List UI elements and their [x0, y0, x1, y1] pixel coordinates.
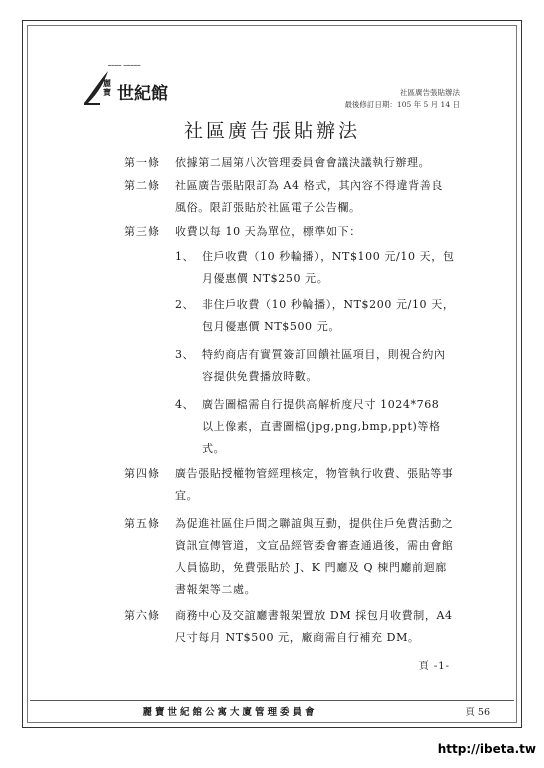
item-number: 3、 — [175, 348, 195, 361]
article-6 — [124, 605, 454, 649]
fee-item-3 — [175, 344, 455, 388]
article-1 — [124, 152, 454, 174]
logo-subtitle: ━━━━ ━━━━━ — [108, 63, 141, 69]
item-text: 特約商店有實質簽訂回饋社區項目，則視合約內容提供免費播放時數。 — [202, 348, 446, 383]
article-label: 第二條 — [124, 179, 160, 192]
article-text: 依據第二屆第八次管理委員會會議決議執行辦理。 — [175, 156, 431, 169]
article-label: 第一條 — [124, 156, 160, 169]
item-number: 1、 — [175, 250, 195, 263]
article-text: 收費以每 10 天為單位，標準如下： — [175, 225, 361, 238]
logo-name: 世紀館 — [117, 84, 168, 104]
logo-small-text: 麗寶 — [103, 79, 111, 97]
page-number: 頁 -1- — [418, 661, 450, 672]
footer-org-name: 麗寶世紀館公寓大廈管理委員會 — [142, 707, 318, 718]
article-text: 為促進社區住戶間之聯誼與互動，提供住戶免費活動之資訊宣傳管道，文宣品經管委會審查通過後，需由會館人員協助，免費張貼於 J、K 門廳及 Q 棟門廳前迴廊書報架等二處。 — [175, 517, 454, 596]
document-title: 社區廣告張貼辦法 — [183, 120, 360, 142]
header-revised-date: 最後修訂日期：105 年 5 月 14 日 — [344, 100, 460, 109]
fee-item-4 — [175, 394, 455, 460]
article-4 — [124, 463, 454, 507]
header-doc-name: 社區廣告張貼辦法 — [400, 88, 460, 97]
fee-item-2 — [175, 294, 455, 338]
article-text: 廣告張貼授權物管經理核定，物管執行收費、張貼等事宜。 — [175, 467, 454, 502]
item-text: 住戶收費（10 秒輪播），NT$100 元/10 天，包月優惠價 NT$250 元。 — [202, 250, 455, 285]
logo — [78, 55, 198, 111]
article-2 — [124, 175, 454, 219]
fee-item-1 — [175, 246, 455, 290]
item-number: 2、 — [175, 298, 195, 311]
item-text: 廣告圖檔需自行提供高解析度尺寸 1024*768 以上像素，直書圖檔(jpg,png,bmp,ppt)等格式。 — [202, 398, 441, 455]
footer-bar — [30, 700, 514, 720]
article-label: 第六條 — [124, 609, 160, 622]
item-text: 非住戶收費（10 秒輪播），NT$200 元/10 天，包月優惠價 NT$500 元。 — [202, 298, 455, 333]
item-number: 4、 — [175, 398, 195, 411]
article-label: 第五條 — [124, 517, 160, 530]
watermark-url: http://ibeta.tw — [437, 742, 536, 756]
article-3 — [124, 221, 454, 243]
header-info — [344, 87, 460, 111]
article-label: 第四條 — [124, 467, 160, 480]
article-5 — [124, 513, 454, 601]
footer-page-number: 頁 56 — [465, 707, 490, 718]
article-label: 第三條 — [124, 225, 160, 238]
article-text: 商務中心及交誼廳書報架置放 DM 採包月收費制，A4 尺寸每月 NT$500 元，廠商需自行補充 DM。 — [175, 609, 453, 644]
article-text: 社區廣告張貼限訂為 A4 格式，其內容不得違背善良風俗。限訂張貼於社區電子公告欄。 — [175, 179, 443, 214]
